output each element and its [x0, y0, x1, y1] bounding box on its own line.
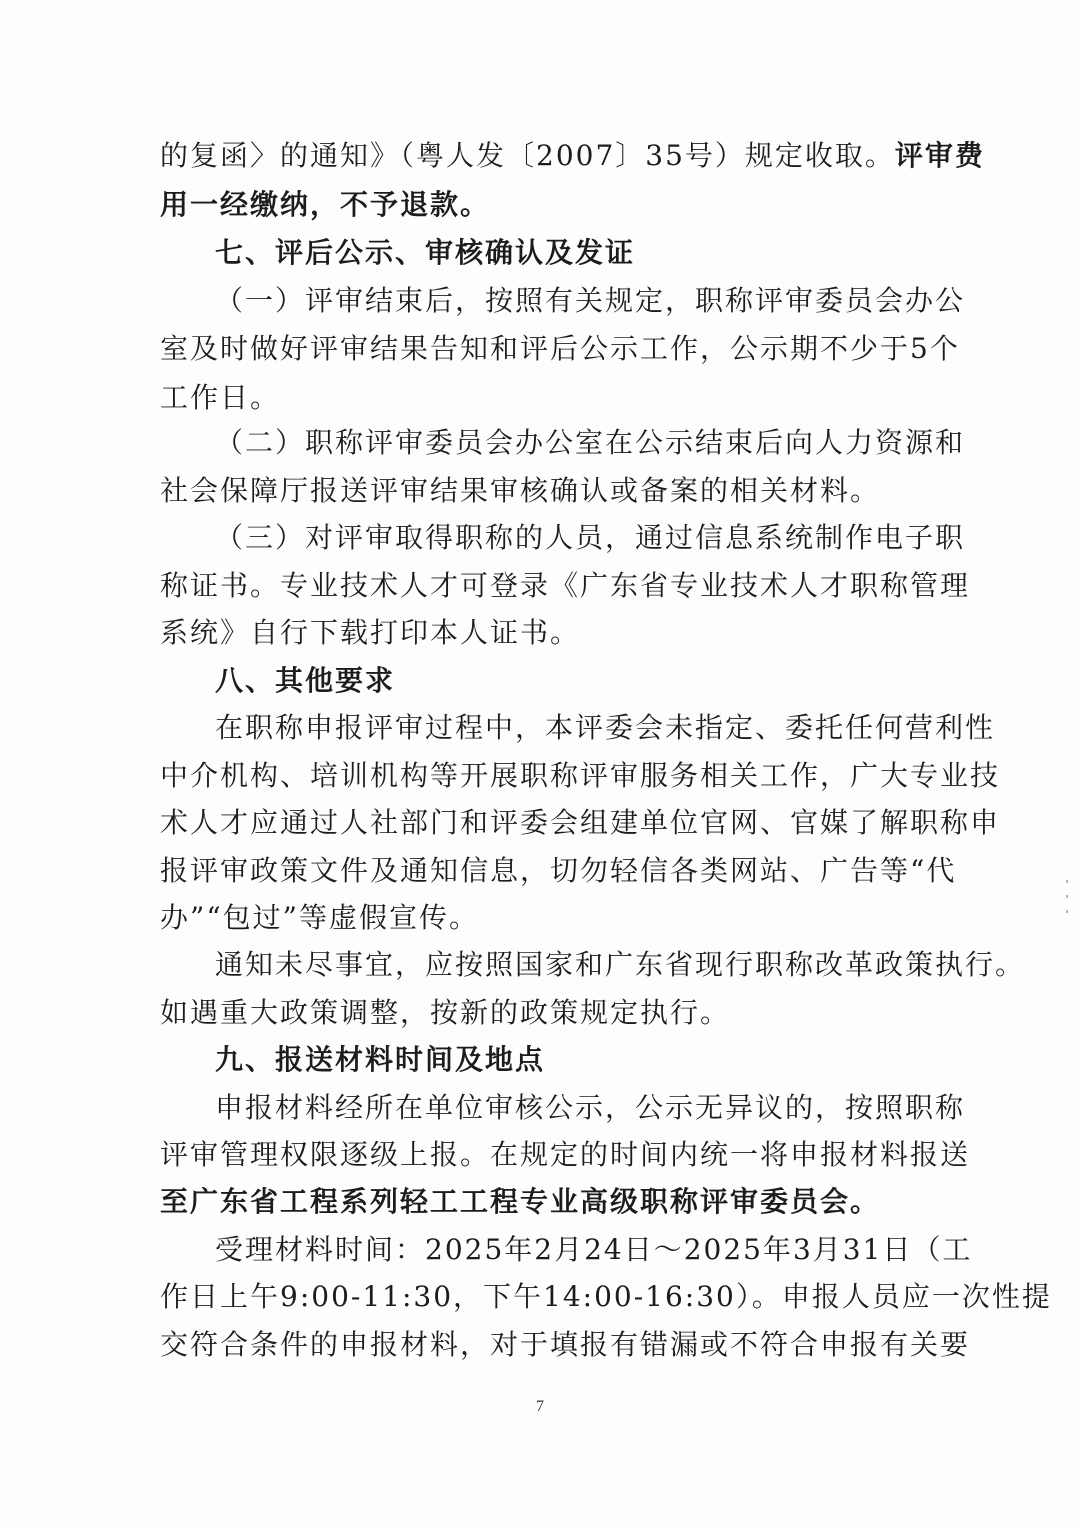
- line-1-text: 的复函〉的通知》（粤人发〔2007〕35号）规定收取。: [160, 139, 895, 172]
- line-1-bold-text: 评审费: [894, 139, 985, 172]
- page-number: 7: [536, 1398, 544, 1415]
- section-heading-7: 七、评后公示、审核确认及发证: [215, 236, 636, 269]
- text-line-2: 用一经缴纳，不予退款。: [160, 188, 491, 221]
- paragraph-8-line-1: 在职称申报评审过程中，本评委会未指定、委托任何营利性: [215, 711, 996, 744]
- paragraph-9-line-2: 评审管理权限逐级上报。在规定的时间内统一将申报材料报送: [160, 1138, 971, 1171]
- paragraph-7-3-line-1: （三）对评审取得职称的人员，通过信息系统制作电子职: [215, 521, 966, 554]
- scan-mark: [1066, 880, 1068, 883]
- section-heading-8: 八、其他要求: [215, 664, 396, 697]
- paragraph-9b-line-3: 交符合条件的申报材料，对于填报有错漏或不符合申报有关要: [160, 1328, 971, 1361]
- scan-mark: [1066, 910, 1068, 913]
- paragraph-7-2-line-2: 社会保障厅报送评审结果审核确认或备案的相关材料。: [160, 474, 881, 507]
- paragraph-8-line-3: 术人才应通过人社部门和评委会组建单位官网、官媒了解职称申: [160, 806, 1001, 839]
- scan-mark: [1066, 895, 1068, 898]
- paragraph-7-1-line-1: （一）评审结束后，按照有关规定，职称评审委员会办公: [215, 284, 966, 317]
- paragraph-8-line-4: 报评审政策文件及通知信息，切勿轻信各类网站、广告等“代: [160, 854, 957, 887]
- paragraph-8-line-5: 办”“包过”等虚假宣传。: [160, 901, 479, 934]
- text-line-1: [160, 136, 985, 176]
- section-heading-9: 九、报送材料时间及地点: [215, 1043, 546, 1076]
- paragraph-7-3-line-3: 系统》自行下载打印本人证书。: [160, 616, 581, 649]
- paragraph-7-1-line-2: 室及时做好评审结果告知和评后公示工作，公示期不少于5个: [160, 332, 960, 365]
- paragraph-9b-line-2: 作日上午9:00-11:30，下午14:00-16:30）。申报人员应一次性提: [160, 1280, 1052, 1313]
- paragraph-7-3-line-2: 称证书。专业技术人才可登录《广东省专业技术人才职称管理: [160, 569, 971, 602]
- paragraph-7-2-line-1: （二）职称评审委员会办公室在公示结束后向人力资源和: [215, 426, 966, 459]
- paragraph-9b-line-1: 受理材料时间：2025年2月24日～2025年3月31日（工: [215, 1233, 973, 1266]
- paragraph-9-line-3: 至广东省工程系列轻工工程专业高级职称评审委员会。: [160, 1185, 881, 1218]
- paragraph-7-1-line-3: 工作日。: [160, 381, 281, 414]
- paragraph-8b-line-1: 通知未尽事宜，应按照国家和广东省现行职称改革政策执行。: [215, 948, 1026, 981]
- paragraph-8b-line-2: 如遇重大政策调整，按新的政策规定执行。: [160, 996, 731, 1029]
- paragraph-9-line-1: 申报材料经所在单位审核公示，公示无异议的，按照职称: [215, 1091, 966, 1124]
- paragraph-8-line-2: 中介机构、培训机构等开展职称评审服务相关工作，广大专业技: [160, 759, 1001, 792]
